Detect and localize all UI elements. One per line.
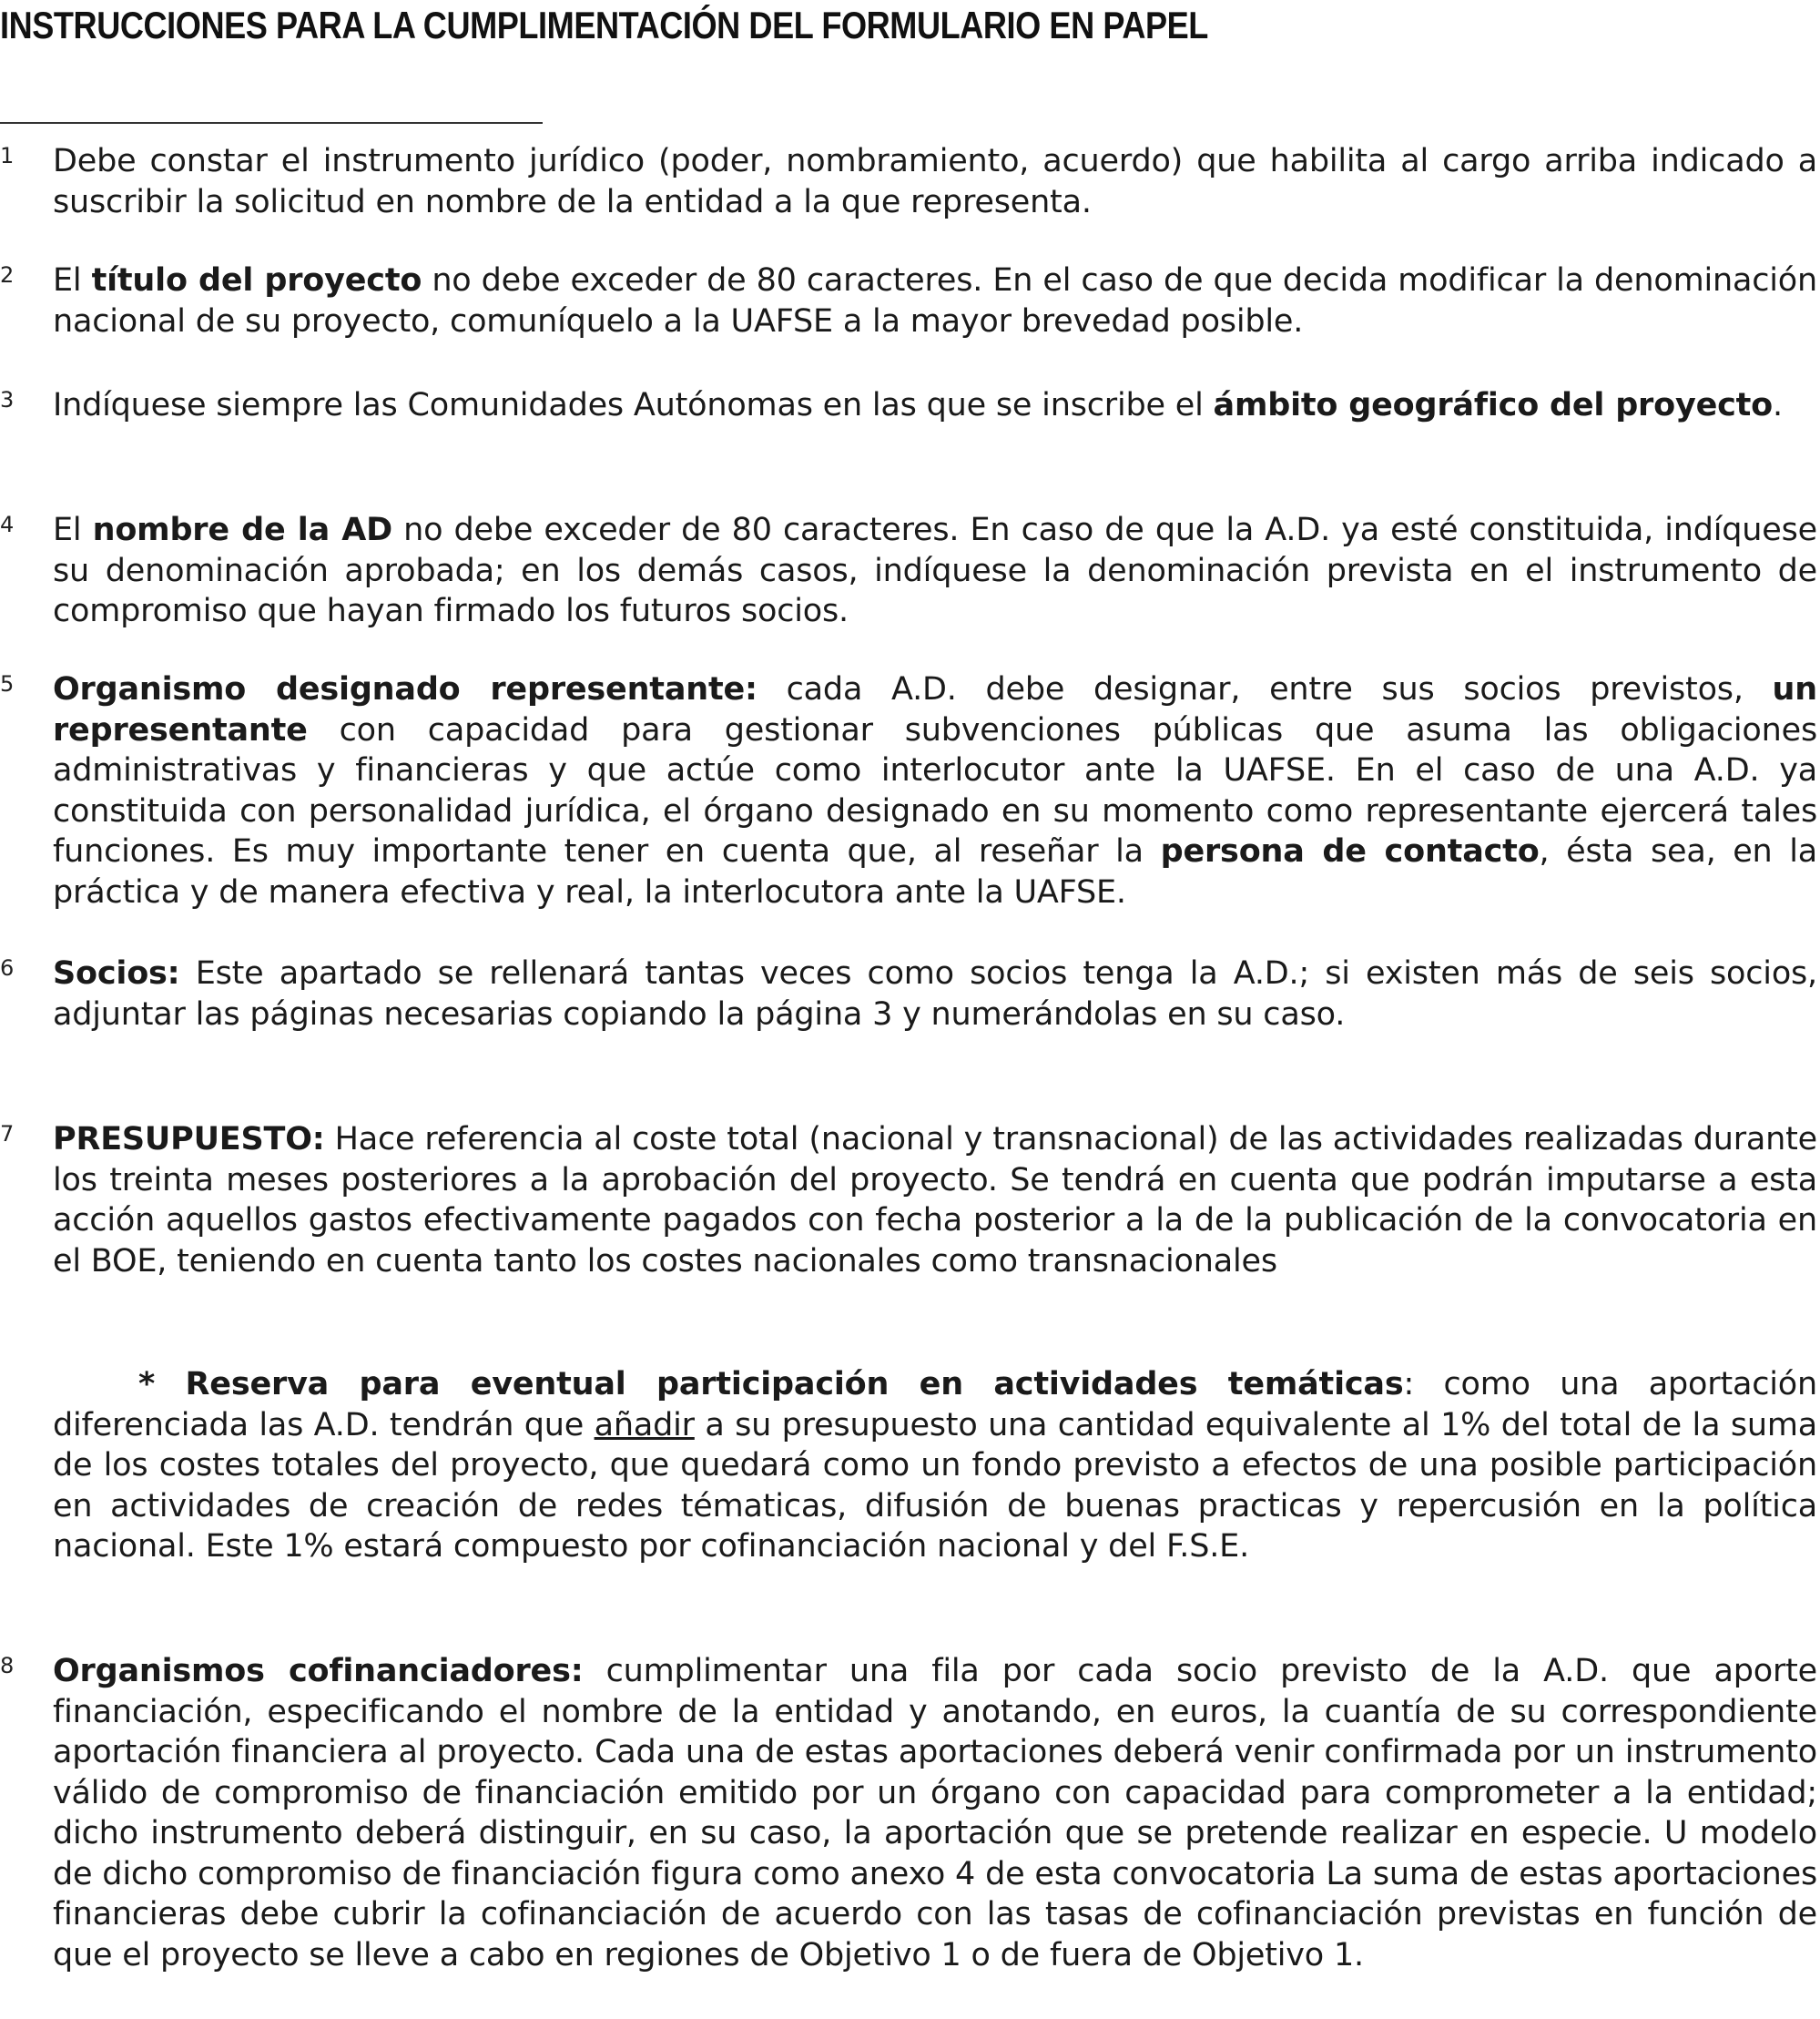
term-reserva: * Reserva para eventual participación en actividades temáticas: [138, 1366, 1404, 1402]
reserva-paragraph: [53, 1364, 1817, 1567]
term-anadir: añadir: [594, 1406, 695, 1443]
footnote-text: [53, 1651, 1817, 1975]
footnote-text: [53, 669, 1817, 913]
footnote-text: [53, 141, 1817, 222]
text-segment: Indíquese siempre las Comunidades Autónomas en las que se inscribe el: [53, 387, 1214, 423]
text-segment: : como una aportación diferenciada las A.D. tendrán que: [53, 1366, 1817, 1443]
text-segment: a su presupuesto una cantidad equivalente al 1% del total de la suma de los costes totales del proyecto, que quedará como un fondo previsto a efectos de una posible participación en actividades de creación de redes tématicas, difusión de buenas practicas y repercusión en la política nacional. Este 1% estará compuesto por cofinanciación nacional y del F.S.E.: [53, 1406, 1818, 1565]
footnote-text: [53, 260, 1817, 342]
term-ambito-geografico: ámbito geográfico del proyecto: [1213, 387, 1774, 423]
footnote-text: [53, 385, 1817, 426]
text-segment: El: [53, 262, 92, 299]
footnote-number: 5: [0, 671, 15, 697]
footnote-number: 4: [0, 512, 15, 537]
text-segment: cumplimentar una fila por cada socio previsto de la A.D. que aporte financiación, especificando el nombre de la entidad y anotando, en euros, la cuantía de su correspondiente aportación financiera al proyecto. Cada una de estas aportaciones deberá venir confirmada por un instrumento válido de compromiso de financiación emitido por un órgano con capacidad para comprometer a la entidad; dicho instrumento deberá distinguir, en su caso, la aportación que se pretende realizar en especie. U modelo de dicho compromiso de financiación figura como anexo 4 de esta convocatoria La suma de estas aportaciones financieras debe cubrir la cofinanciación de acuerdo con las tasas de cofinanciación previstas en función de que el proyecto se lleve a cabo en regiones de Objetivo 1 o de fuera de Objetivo 1.: [53, 1653, 1817, 1973]
footnote-number: 2: [0, 262, 15, 288]
text-segment: Este apartado se rellenará tantas veces como socios tenga la A.D.; si existen más de seis socios, adjuntar las páginas necesarias copiando la página 3 y numerándolas en su caso.: [53, 955, 1817, 1033]
term-organismos-cofinanciadores: Organismos cofinanciadores:: [53, 1653, 584, 1689]
page-title: INSTRUCCIONES PARA LA CUMPLIMENTACIÓN DEL FORMULARIO EN PAPEL: [0, 4, 1208, 46]
text-segment: , ésta sea, en la práctica y de manera efectiva y real, la interlocutora ante la UAFSE.: [53, 833, 1817, 911]
footnote-number: 1: [0, 143, 15, 168]
footnote-divider: [0, 122, 543, 124]
footnote-text: [53, 1119, 1817, 1281]
term-persona-contacto: persona de contacto: [1160, 833, 1540, 870]
text-segment: .: [1773, 387, 1783, 423]
text-segment: El: [53, 512, 93, 548]
text-segment: con capacidad para gestionar subvenciones públicas que asuma las obligaciones administrativas y financieras y que actúe como interlocutor ante la UAFSE. En el caso de una A.D. ya constituida con personalidad jurídica, el órgano designado en su momento como representante ejercerá tales funciones. Es muy importante tener en cuenta que, al reseñar la: [53, 711, 1817, 870]
term-presupuesto: PRESUPUESTO:: [53, 1121, 325, 1157]
text-segment: no debe exceder de 80 caracteres. En el caso de que decida modificar la denominación nacional de su proyecto, comuníquelo a la UAFSE a la mayor brevedad posible.: [53, 262, 1817, 340]
term-organismo-representante: Organismo designado representante:: [53, 671, 757, 708]
footnote-number: 3: [0, 387, 15, 413]
footnote-text: [53, 953, 1817, 1035]
footnote-number: 8: [0, 1653, 15, 1678]
text-segment: Debe constar el instrumento jurídico (poder, nombramiento, acuerdo) que habilita al cargo arriba indicado a suscribir la solicitud en nombre de la entidad a la que representa.: [53, 143, 1817, 220]
term-un-representante: un representante: [53, 671, 1817, 749]
footnote-text: [53, 510, 1817, 632]
text-segment: cada A.D. debe designar, entre sus socios previstos,: [757, 671, 1773, 708]
text-segment: Hace referencia al coste total (nacional y transnacional) de las actividades realizadas durante los treinta meses posteriores a la aprobación del proyecto. Se tendrá en cuenta que podrán imputarse a esta acción aquellos gastos efectivamente pagados con fecha posterior a la de la publicación de la convocatoria en el BOE, teniendo en cuenta tanto los costes nacionales como transnacionales: [53, 1121, 1817, 1280]
term-nombre-ad: nombre de la AD: [92, 512, 392, 548]
footnote-number: 6: [0, 955, 15, 981]
text-segment: no debe exceder de 80 caracteres. En caso de que la A.D. ya esté constituida, indíquese su denominación aprobada; en los demás casos, indíquese la denominación prevista en el instrumento de compromiso que hayan firmado los futuros socios.: [53, 512, 1817, 629]
term-socios: Socios:: [53, 955, 180, 992]
footnote-number: 7: [0, 1121, 15, 1147]
term-titulo-proyecto: título del proyecto: [91, 262, 422, 299]
